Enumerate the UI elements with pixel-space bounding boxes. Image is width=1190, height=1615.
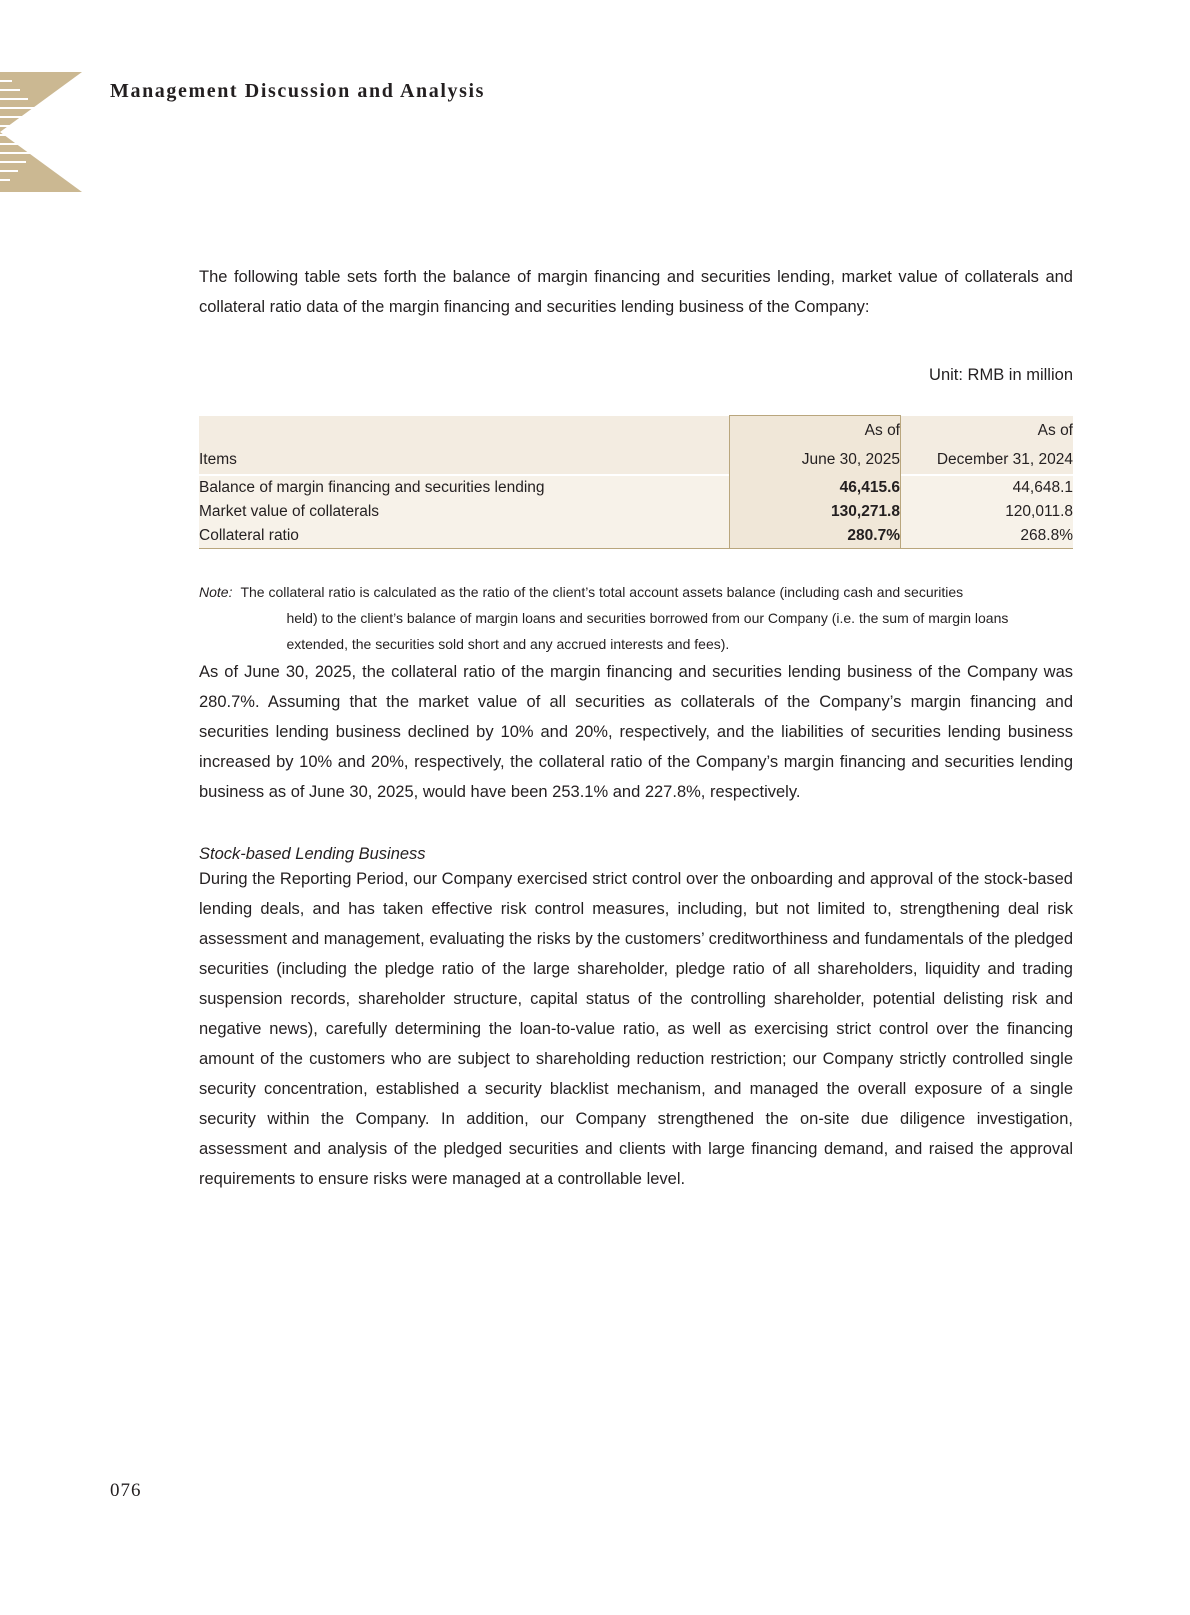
page-content <box>199 262 1073 1194</box>
table-unit-label: Unit: RMB in million <box>929 366 1073 384</box>
table-header-row <box>199 416 1073 475</box>
column-header-june-2025 <box>730 416 901 475</box>
collateral-ratio-paragraph: As of June 30, 2025, the collateral ratio of the margin financing and securities lending business of the Company was 280.7%. Assuming that the market value of all securities as collaterals of the Company’s margin financing and securities lending business declined by 10% and 20%, respectively, and the liabilities of securities lending business increased by 10% and 20%, respectively, the collateral ratio of the Company’s margin financing and securities lending business as of June 30, 2025, would have been 253.1% and 227.8%, respectively. <box>199 663 1073 801</box>
note-line-3: extended, the securities sold short and any accrued interests and fees). <box>286 636 730 652</box>
row-value-june-2025: 130,271.8 <box>730 500 901 524</box>
note-line-1: The collateral ratio is calculated as the ratio of the client’s total account assets balance (including cash and securities <box>240 584 964 600</box>
row-value-december-2024: 120,011.8 <box>901 500 1074 524</box>
row-label: Balance of margin financing and securities lending <box>199 476 730 500</box>
page-title: Management Discussion and Analysis <box>110 80 486 102</box>
corner-stripe-lines <box>0 72 46 192</box>
stock-based-lending-paragraph: During the Reporting Period, our Company exercised strict control over the onboarding and approval of the stock-based lending deals, and has taken effective risk control measures, including, but not limited to, strengthening deal risk assessment and management, evaluating the risks by the customers’ creditworthiness and fundamentals of the pledged securities (including the pledge ratio of the large shareholder, pledge ratio of all shareholders, liquidity and trading suspension records, shareholder structure, capital status of the controlling shareholder, potential delisting risk and negative news), carefully determining the loan-to-value ratio, as well as exercising strict control over the financing amount of the customers who are subject to shareholding reduction restriction; our Company strictly controlled single security concentration, established a security blacklist mechanism, and managed the overall exposure of a single security within the Company. In addition, our Company strengthened the on-site due diligence investigation, assessment and analysis of the pledged securities and clients with large financing demand, and raised the approval requirements to ensure risks were managed at a controllable level. <box>199 870 1073 1188</box>
row-value-december-2024: 44,648.1 <box>901 476 1074 500</box>
page-number: 076 <box>110 1480 142 1501</box>
note-line-2: held) to the client’s balance of margin loans and securities borrowed from our Company (i.e. the sum of margin loans <box>286 610 1009 626</box>
column-header-june-2025-bottom: June 30, 2025 <box>801 451 900 468</box>
column-header-december-2024-bottom: December 31, 2024 <box>936 451 1073 468</box>
intro-paragraph: The following table sets forth the balance of margin financing and securities lending, market value of collaterals and collateral ratio data of the margin financing and securities lending business of the Company: <box>199 268 1073 316</box>
table-row <box>199 476 1073 500</box>
corner-ornament <box>0 72 82 192</box>
column-header-items: Items <box>199 416 730 475</box>
row-value-december-2024: 268.8% <box>901 524 1074 549</box>
table-row <box>199 500 1073 524</box>
row-label: Market value of collaterals <box>199 500 730 524</box>
row-value-june-2025: 46,415.6 <box>730 476 901 500</box>
table-note <box>199 579 1073 657</box>
column-header-december-2024 <box>901 416 1074 475</box>
row-value-june-2025: 280.7% <box>730 524 901 549</box>
column-header-december-2024-top: As of <box>1037 422 1073 439</box>
row-label: Collateral ratio <box>199 524 730 549</box>
section-subheading: Stock-based Lending Business <box>199 845 426 863</box>
margin-financing-table <box>199 415 1073 549</box>
note-text <box>240 579 1073 657</box>
table-row <box>199 524 1073 549</box>
note-label: Note: <box>199 584 233 600</box>
column-header-june-2025-top: As of <box>864 422 900 439</box>
